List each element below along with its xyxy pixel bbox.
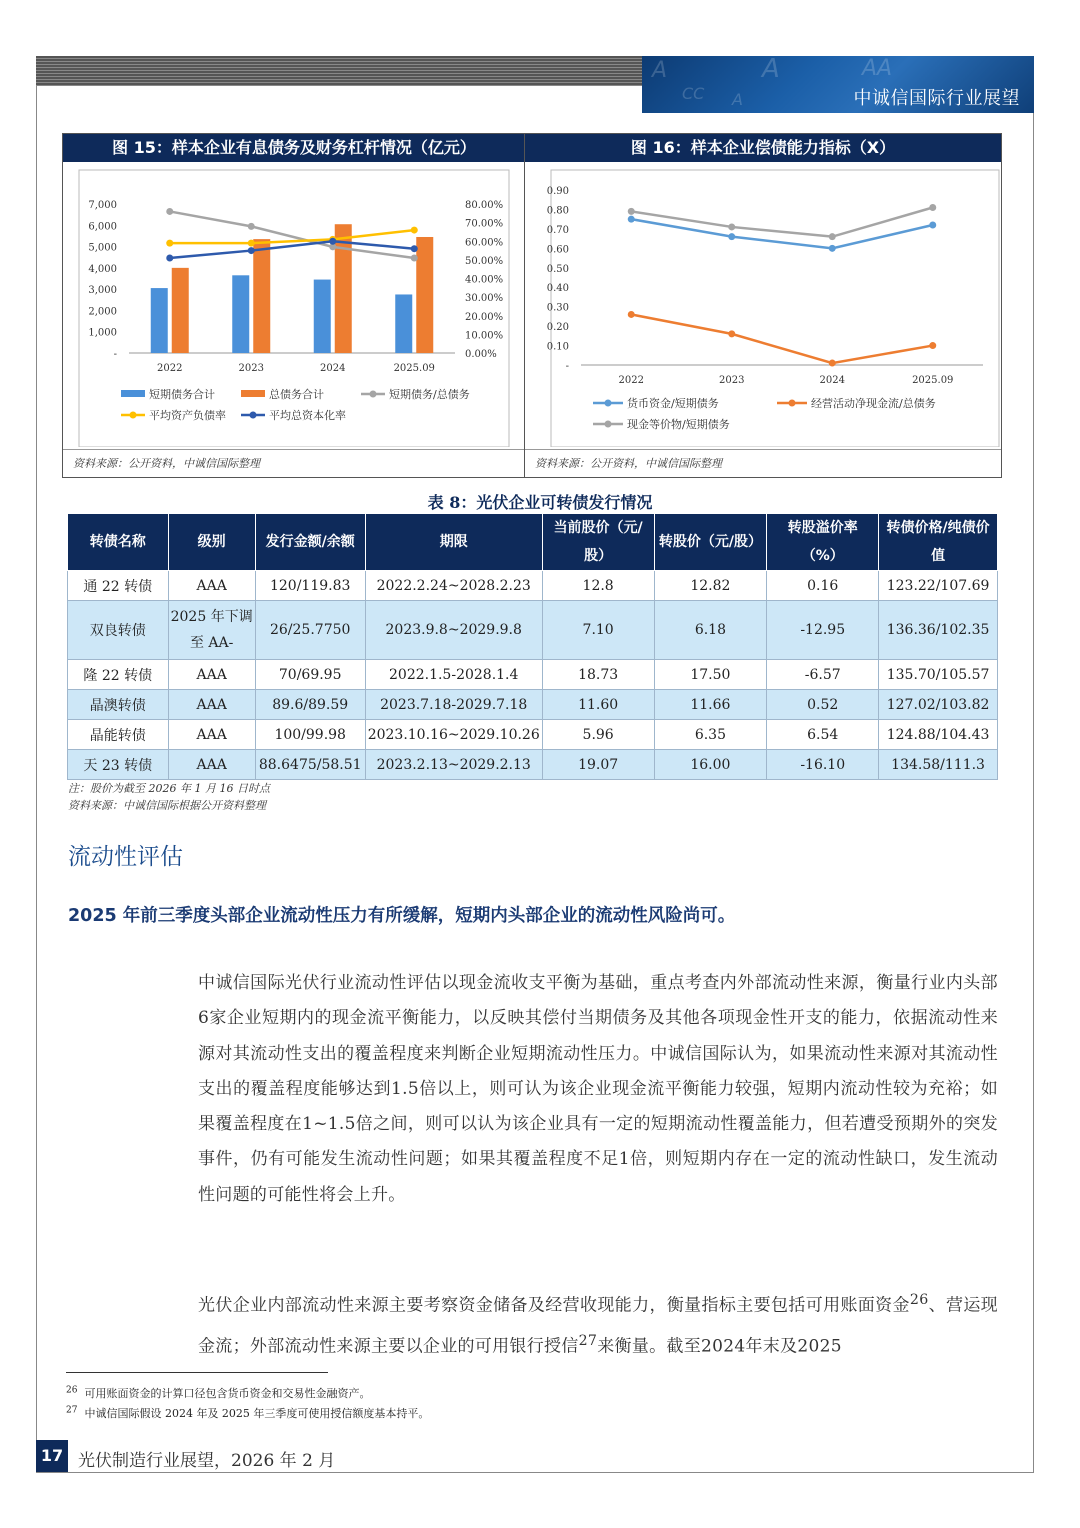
bar-短期债务合计 <box>151 288 168 353</box>
x-tick-label: 2022 <box>618 375 644 386</box>
point-短期债务/总债务 <box>411 255 418 262</box>
point-货币资金/短期债务 <box>728 233 735 240</box>
y-tick-label: 0.80 <box>546 205 569 217</box>
y-tick-label: 3,000 <box>88 285 117 297</box>
table-cell: -16.10 <box>767 750 879 780</box>
table-cell: 2023.2.13~2029.2.13 <box>365 750 542 780</box>
y-tick-label: 6,000 <box>88 221 117 233</box>
y2-tick-label: 80.00% <box>465 200 504 211</box>
table-header-row <box>68 514 998 571</box>
x-tick-label: 2022 <box>157 363 183 374</box>
table-note: 注：股价为截至 2026 年 1 月 16 日时点 <box>68 782 270 795</box>
x-tick-label: 2024 <box>819 375 845 386</box>
table-cell: 124.88/104.43 <box>879 720 998 750</box>
x-tick-label: 2023 <box>719 375 745 386</box>
point-平均资产负债率 <box>411 227 418 234</box>
y-tick-label: 2,000 <box>88 306 117 318</box>
y2-tick-label: 20.00% <box>465 311 504 323</box>
table-cell: 89.6/89.59 <box>255 690 365 720</box>
x-tick-label: 2025.09 <box>393 363 435 374</box>
table-cell: 136.36/102.35 <box>879 601 998 660</box>
footnote-divider <box>66 1372 328 1373</box>
footnote-text: 中诚信国际假设 2024 年及 2025 年三季度可使用授信额度基本持平。 <box>84 1407 430 1420</box>
table-cell: 晶能转债 <box>68 720 169 750</box>
figure-15-chart <box>63 162 525 447</box>
point-货币资金/短期债务 <box>628 216 635 223</box>
table-cell: 2023.7.18-2029.7.18 <box>365 690 542 720</box>
table-cell: AAA <box>168 750 255 780</box>
y-tick-label: 0.50 <box>546 263 569 275</box>
figure-16-title: 图 16：样本企业偿债能力指标（X） <box>525 134 1001 162</box>
table-row <box>68 720 998 750</box>
y2-tick-label: 10.00% <box>465 330 504 342</box>
table-cell: 天 23 转债 <box>68 750 169 780</box>
table-cell: -12.95 <box>767 601 879 660</box>
y-tick-label: 0.20 <box>546 322 569 334</box>
figure-16 <box>524 133 1002 478</box>
figure-15-title: 图 15：样本企业有息债务及财务杠杆情况（亿元） <box>63 134 525 162</box>
legend-label: 短期债务合计 <box>149 388 215 401</box>
table-cell: 123.22/107.69 <box>879 571 998 601</box>
table-cell: 2025 年下调至 AA- <box>168 601 255 660</box>
table-cell: AAA <box>168 720 255 750</box>
table-cell: 16.00 <box>654 750 767 780</box>
table-8-title: 表 8：光伏企业可转债发行情况 <box>427 493 653 512</box>
table-header-cell: 转债价格/纯债价值 <box>879 514 998 571</box>
bar-短期债务合计 <box>395 294 412 353</box>
table-cell: 134.58/111.3 <box>879 750 998 780</box>
y-tick-label: 0.70 <box>546 224 569 236</box>
legend-swatch <box>121 390 145 397</box>
footnote-number: 27 <box>66 1405 78 1416</box>
point-平均资产负债率 <box>248 240 255 247</box>
legend-marker <box>605 421 612 428</box>
table-cell: 100/99.98 <box>255 720 365 750</box>
header-banner: A A AA CC A 中诚信国际行业展望 <box>642 56 1034 113</box>
y-tick-label: 0.40 <box>546 283 569 295</box>
bar-总债务合计 <box>253 239 270 353</box>
table-cell: 0.16 <box>767 571 879 601</box>
table-header-cell: 转股价（元/股） <box>654 514 767 571</box>
table-header-cell: 当前股价（元/股） <box>542 514 654 571</box>
table-row <box>68 571 998 601</box>
table-row <box>68 660 998 690</box>
table-cell: 11.66 <box>654 690 767 720</box>
table-cell: 5.96 <box>542 720 654 750</box>
section-title: 流动性评估 <box>68 844 183 870</box>
legend-marker <box>370 391 377 398</box>
point-平均资产负债率 <box>166 240 173 247</box>
y2-tick-label: 60.00% <box>465 237 504 249</box>
paragraph-2-part-c: 来衡量。截至2024年末及2025 <box>597 1336 842 1357</box>
paragraph-2-part-b: 、营运现金流；外部流动性来源主要以企业的可用银行授信 <box>198 1295 998 1357</box>
figure-15 <box>62 133 526 478</box>
y-tick-label: 0.60 <box>546 244 569 256</box>
y-tick-label: 7,000 <box>88 200 117 211</box>
line-经营活动净现金流/总债务 <box>631 314 933 363</box>
table-cell: 19.07 <box>542 750 654 780</box>
point-平均总资本化率 <box>329 238 336 245</box>
table-cell: 12.82 <box>654 571 767 601</box>
table-cell: 晶澳转债 <box>68 690 169 720</box>
x-tick-label: 2025.09 <box>912 375 954 386</box>
paragraph-2 <box>198 1283 998 1365</box>
point-货币资金/短期债务 <box>929 222 936 229</box>
table-cell: 双良转债 <box>68 601 169 660</box>
table-cell: 6.18 <box>654 601 767 660</box>
line-现金等价物/短期债务 <box>631 208 933 237</box>
page-frame-right <box>1033 62 1034 1472</box>
point-平均总资本化率 <box>248 247 255 254</box>
table-cell: AAA <box>168 690 255 720</box>
x-tick-label: 2024 <box>320 363 346 374</box>
y2-tick-label: 70.00% <box>465 218 504 230</box>
table-cell: 7.10 <box>542 601 654 660</box>
legend-label: 总债务合计 <box>269 388 324 401</box>
point-现金等价物/短期债务 <box>929 204 936 211</box>
figure-16-chart <box>525 162 1001 447</box>
footnote-ref-26[interactable]: 26 <box>909 1292 929 1308</box>
point-短期债务/总债务 <box>248 223 255 230</box>
table-cell: 2022.1.5-2028.1.4 <box>365 660 542 690</box>
x-tick-label: 2023 <box>238 363 264 374</box>
table-cell: -6.57 <box>767 660 879 690</box>
table-cell: 18.73 <box>542 660 654 690</box>
legend-label: 平均总资本化率 <box>269 409 346 422</box>
table-header-cell: 发行金额/余额 <box>255 514 365 571</box>
table-row <box>68 690 998 720</box>
point-平均总资本化率 <box>166 255 173 262</box>
y-tick-label: - <box>113 349 117 360</box>
footer-rule <box>36 1472 1034 1473</box>
y2-tick-label: 50.00% <box>465 255 504 267</box>
section-lead: 2025 年前三季度头部企业流动性压力有所缓解，短期内头部企业的流动性风险尚可。 <box>68 906 736 926</box>
y-tick-label: 0.10 <box>546 341 569 353</box>
point-现金等价物/短期债务 <box>728 223 735 230</box>
legend-label: 货币资金/短期债务 <box>627 397 719 410</box>
footnote-text: 可用账面资金的计算口径包含货币资金和交易性金融资产。 <box>84 1387 371 1400</box>
y2-tick-label: 30.00% <box>465 293 504 305</box>
point-货币资金/短期债务 <box>829 245 836 252</box>
bar-短期债务合计 <box>232 275 249 353</box>
point-经营活动净现金流/总债务 <box>929 342 936 349</box>
y2-tick-label: 40.00% <box>465 274 504 286</box>
table-cell: 通 22 转债 <box>68 571 169 601</box>
footnote-27 <box>66 1405 429 1421</box>
point-经营活动净现金流/总债务 <box>829 360 836 367</box>
page-number: 17 <box>36 1440 68 1472</box>
legend-label: 平均资产负债率 <box>149 409 226 422</box>
legend-swatch <box>241 390 265 397</box>
point-现金等价物/短期债务 <box>628 208 635 215</box>
table-cell: 11.60 <box>542 690 654 720</box>
plot-frame <box>79 170 509 447</box>
bar-总债务合计 <box>416 237 433 353</box>
table-cell: 2023.9.8~2029.9.8 <box>365 601 542 660</box>
figure-15-source: 资料来源：公开资料，中诚信国际整理 <box>73 457 260 470</box>
table-cell: 70/69.95 <box>255 660 365 690</box>
point-短期债务/总债务 <box>166 208 173 215</box>
y-tick-label: 0.90 <box>546 186 569 197</box>
point-现金等价物/短期债务 <box>829 233 836 240</box>
table-cell: 2022.2.24~2028.2.23 <box>365 571 542 601</box>
legend-marker <box>605 400 612 407</box>
table-cell: 120/119.83 <box>255 571 365 601</box>
table-header-cell: 转债名称 <box>68 514 169 571</box>
legend-label: 短期债务/总债务 <box>389 388 470 401</box>
table-cell: 127.02/103.82 <box>879 690 998 720</box>
table-row <box>68 601 998 660</box>
figure-16-source: 资料来源：公开资料，中诚信国际整理 <box>535 457 722 470</box>
legend-label: 经营活动净现金流/总债务 <box>811 397 936 410</box>
y2-tick-label: 0.00% <box>465 349 497 360</box>
table-row <box>68 750 998 780</box>
y-tick-label: 1,000 <box>88 327 117 339</box>
point-经营活动净现金流/总债务 <box>628 311 635 318</box>
page-frame-left <box>36 62 37 1472</box>
convertible-bond-table <box>67 513 998 780</box>
bar-总债务合计 <box>172 268 189 353</box>
footer-text: 光伏制造行业展望，2026 年 2 月 <box>78 1451 336 1471</box>
point-经营活动净现金流/总债务 <box>728 330 735 337</box>
table-cell: 6.54 <box>767 720 879 750</box>
table-cell: AAA <box>168 660 255 690</box>
table-source: 资料来源：中诚信国际根据公开资料整理 <box>68 799 266 812</box>
y-tick-label: 0.30 <box>546 302 569 314</box>
table-cell: 12.8 <box>542 571 654 601</box>
legend-marker <box>789 400 796 407</box>
y-tick-label: 4,000 <box>88 263 117 275</box>
table-cell: 135.70/105.57 <box>879 660 998 690</box>
table-cell: 2023.10.16~2029.10.26 <box>365 720 542 750</box>
point-平均总资本化率 <box>411 245 418 252</box>
legend-marker <box>130 412 137 419</box>
bar-短期债务合计 <box>314 280 331 353</box>
line-货币资金/短期债务 <box>631 219 933 248</box>
legend-label: 现金等价物/短期债务 <box>627 418 730 431</box>
y-tick-label: - <box>565 361 569 372</box>
table-cell: 17.50 <box>654 660 767 690</box>
footnote-number: 26 <box>66 1385 78 1396</box>
table-cell: AAA <box>168 571 255 601</box>
table-header-cell: 期限 <box>365 514 542 571</box>
footnote-ref-27[interactable]: 27 <box>578 1332 598 1349</box>
y-tick-label: 5,000 <box>88 242 117 254</box>
table-header-cell: 级别 <box>168 514 255 571</box>
table-cell: 26/25.7750 <box>255 601 365 660</box>
table-cell: 0.52 <box>767 690 879 720</box>
table-cell: 6.35 <box>654 720 767 750</box>
paragraph-2-part-a: 光伏企业内部流动性来源主要考察资金储备及经营收现能力，衡量指标主要包括可用账面资金 <box>198 1295 910 1316</box>
header-title: 中诚信国际行业展望 <box>853 88 1020 109</box>
legend-marker <box>250 412 257 419</box>
table-cell: 隆 22 转债 <box>68 660 169 690</box>
table-header-cell: 转股溢价率（%） <box>767 514 879 571</box>
footnote-26 <box>66 1385 370 1401</box>
table-cell: 88.6475/58.51 <box>255 750 365 780</box>
paragraph-1: 中诚信国际光伏行业流动性评估以现金流收支平衡为基础，重点考查内外部流动性来源，衡量行业内头部6家企业短期内的现金流平衡能力，以反映其偿付当期债务及其他各项现金性开支的能力，依据流动性来源对其流动性支出的覆盖程度来判断企业短期流动性压力。中诚信国际认为，如果流动性来源对其流动性支出的覆盖程度能够达到1.5倍以上，则可认为该企业现金流平衡能力较强，短期内流动性较为充裕；如果覆盖程度在1~1.5倍之间，则可以认为该企业具有一定的短期流动性覆盖能力，但若遭受预期外的突发事件，仍有可能发生流动性问题；如果其覆盖程度不足1倍，则短期内存在一定的流动性缺口，发生流动性问题的可能性将会上升。 <box>198 973 998 1205</box>
